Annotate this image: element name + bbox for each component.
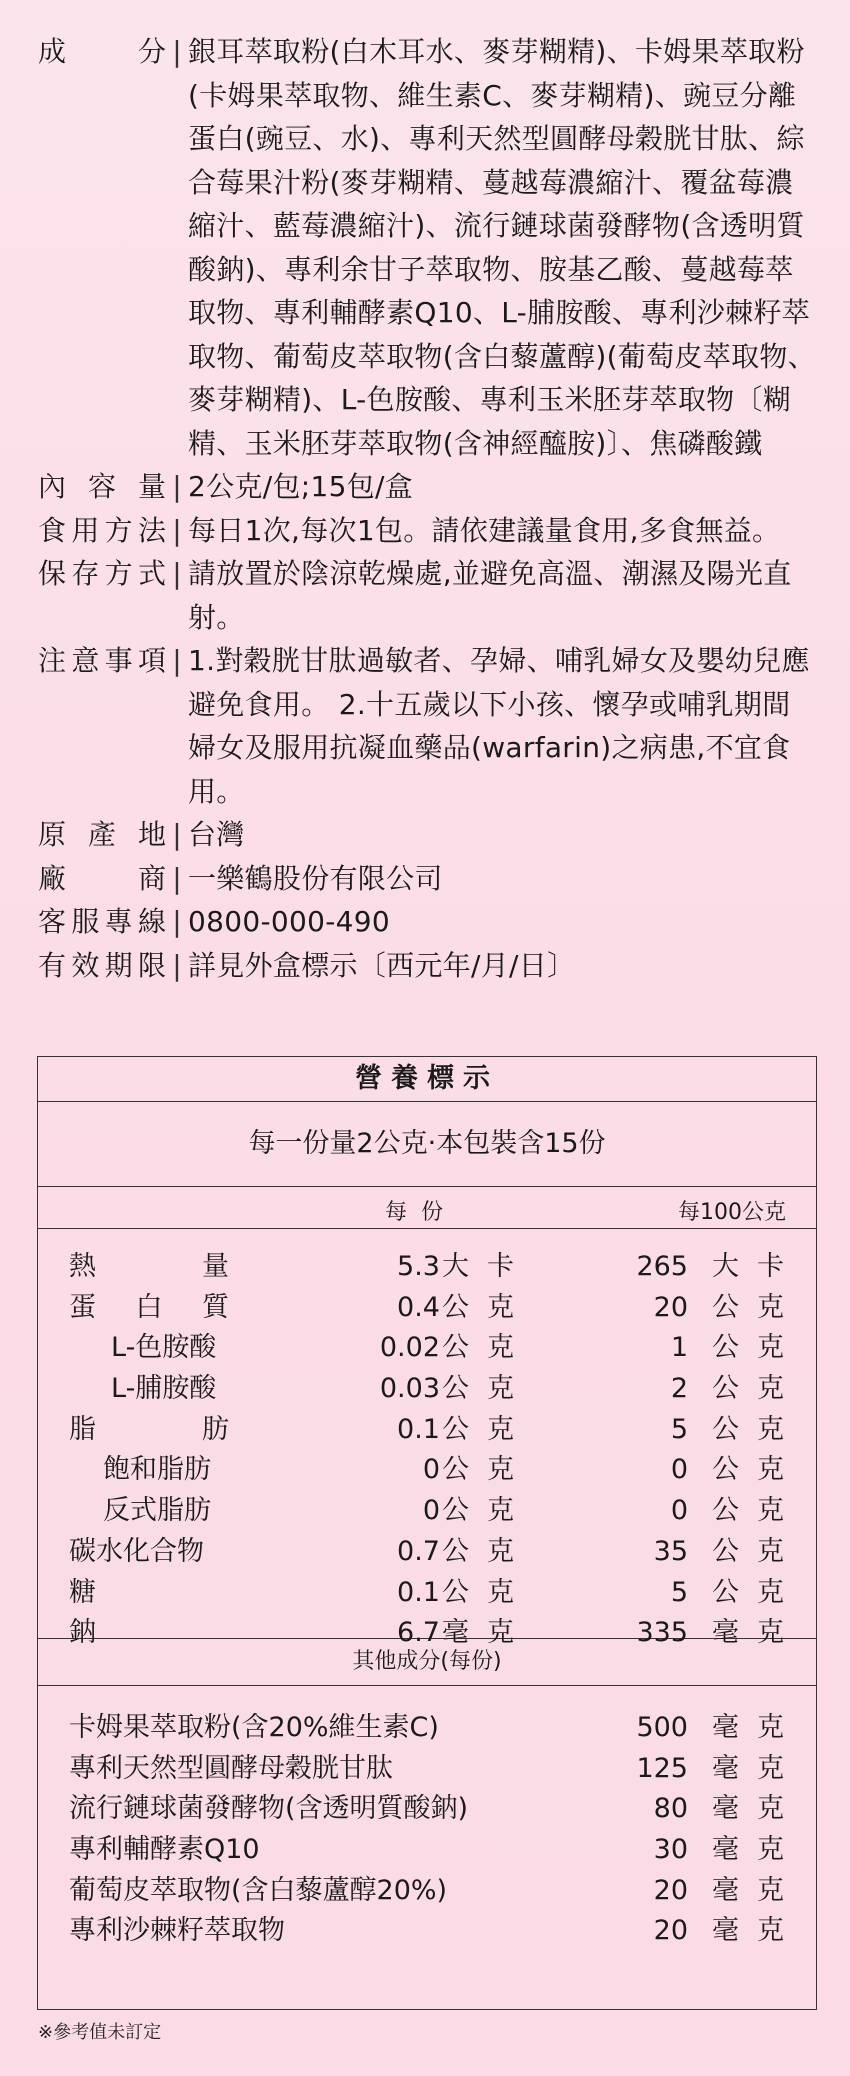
table-row: [38, 1573, 816, 1614]
nutrient-name: 熱量: [69, 1251, 229, 1282]
table-row: [38, 1450, 816, 1491]
per-serving-value: 0: [422, 1454, 440, 1486]
spec-separator: |: [172, 470, 182, 503]
ingredient-name: 流行鏈球菌發酵物(含透明質酸鈉): [69, 1793, 469, 1825]
per-100g-value: 35: [653, 1535, 688, 1567]
spec-manufacturer: [38, 857, 818, 901]
nutrient-rows: [38, 1229, 816, 1649]
spec-value: 詳見外盒標示〔西元年/月/日〕: [188, 948, 576, 982]
spec-value: 一樂鶴股份有限公司: [188, 861, 443, 895]
per-100g-value: 5: [670, 1576, 688, 1608]
spec-ingredients: [38, 30, 818, 465]
per-serving-value: 0.7: [397, 1535, 440, 1567]
other-ingredients-header: 其他成分(每份): [38, 1639, 816, 1686]
spec-label: 客服專線: [38, 905, 166, 938]
nutrient-name: L-色胺酸: [111, 1332, 217, 1364]
per-serving-unit: 公克: [442, 1495, 514, 1527]
table-row: [38, 1911, 816, 1952]
ingredient-unit: 毫克: [712, 1915, 784, 1947]
spec-value: 銀耳萃取粉(白木耳水、麥芽糊精)、卡姆果萃取粉(卡姆果萃取物、維生素C、麥芽糊精)、豌豆分離蛋白(豌豆、水)、專利天然型圓酵母穀胱甘肽、綜合莓果汁粉(麥芽糊精、蔓越莓濃縮汁、覆盆莓濃縮汁、藍莓濃縮汁)、流行鏈球菌發酵物(含透明質酸鈉)、專利余甘子萃取物、胺基乙酸、蔓越莓萃取物、專利輔酵素Q10、L-脯胺酸、專利沙棘籽萃取物、葡萄皮萃取物(含白藜蘆醇)(葡萄皮萃取物、麥芽糊精)、L-色胺酸、專利玉米胚芽萃取物〔糊精、玉米胚芽萃取物(含神經醯胺)〕、焦磷酸鐵: [188, 35, 816, 460]
nutrient-name: 糖: [69, 1576, 96, 1608]
per-serving-value: 0.4: [397, 1291, 440, 1323]
ingredient-name: 葡萄皮萃取物(含白藜蘆醇20%): [69, 1874, 448, 1906]
spec-content: [38, 465, 818, 509]
ingredient-value: 125: [636, 1752, 688, 1784]
table-row: [38, 1789, 816, 1830]
spec-value: 0800-000-490: [188, 905, 390, 938]
ingredient-unit: 毫克: [712, 1874, 784, 1906]
per-serving-value: 5.3: [397, 1251, 440, 1282]
ingredient-value: 80: [653, 1793, 688, 1825]
per-serving-unit: 公克: [442, 1535, 514, 1567]
other-ingredients-rows: [38, 1686, 816, 1952]
spec-expiry: [38, 944, 818, 988]
spec-separator: |: [172, 948, 182, 982]
nutrition-facts-table: [37, 1056, 817, 2010]
per-serving-unit: 公克: [442, 1576, 514, 1608]
serving-info: 每一份量2公克‧本包裝含15份: [38, 1102, 816, 1187]
per-100g-value: 0: [670, 1454, 688, 1486]
ingredient-value: 20: [653, 1915, 688, 1947]
spec-separator: |: [172, 818, 182, 851]
per-100g-value: 335: [636, 1617, 688, 1649]
spec-value: 台灣: [188, 818, 245, 851]
ingredient-value: 500: [636, 1712, 688, 1743]
per-100g-unit: 公克: [712, 1454, 784, 1486]
per-100g-unit: 公克: [712, 1535, 784, 1567]
spec-notes: [38, 639, 818, 813]
spec-value: 請放置於陰涼乾燥處,並避免高溫、潮濕及陽光直射。: [188, 557, 792, 634]
table-row: [38, 1532, 816, 1573]
per-100g-unit: 公克: [712, 1373, 784, 1405]
per-100g-unit: 公克: [712, 1291, 784, 1323]
footnote: ※參考值未訂定: [38, 2022, 162, 2043]
table-row: [38, 1749, 816, 1790]
table-row: [38, 1247, 816, 1288]
table-row: [38, 1288, 816, 1329]
per-serving-unit: 公克: [442, 1454, 514, 1486]
per-100g-value: 2: [670, 1373, 688, 1405]
table-row: [38, 1410, 816, 1451]
per-serving-value: 0.1: [397, 1576, 440, 1608]
column-per-100g: 每100公克: [678, 1200, 786, 1225]
table-row: [38, 1491, 816, 1532]
per-serving-value: 0: [422, 1495, 440, 1527]
per-100g-unit: 公克: [712, 1332, 784, 1364]
spec-separator: |: [172, 905, 182, 938]
per-100g-value: 1: [670, 1332, 688, 1364]
table-row: [38, 1613, 816, 1654]
ingredient-unit: 毫克: [712, 1752, 784, 1784]
ingredient-unit: 毫克: [712, 1712, 784, 1743]
per-100g-unit: 公克: [712, 1576, 784, 1608]
ingredient-value: 20: [653, 1874, 688, 1906]
spec-storage: [38, 552, 818, 639]
per-serving-value: 0.02: [379, 1332, 440, 1364]
nutrient-name: 碳水化合物: [69, 1535, 204, 1567]
per-100g-value: 20: [653, 1291, 688, 1323]
spec-separator: |: [172, 557, 182, 590]
ingredient-name: 專利輔酵素Q10: [69, 1834, 260, 1866]
spec-origin: [38, 813, 818, 857]
per-serving-value: 0.1: [397, 1413, 440, 1445]
spec-usage: [38, 509, 818, 553]
per-100g-unit: 大卡: [712, 1251, 784, 1282]
spec-label: 原產地: [38, 818, 166, 851]
spec-label: 廠 商: [38, 861, 166, 895]
per-serving-unit: 公克: [442, 1373, 514, 1405]
spec-value: 2公克/包;15包/盒: [188, 470, 414, 503]
nutrient-name: 蛋白質: [69, 1291, 229, 1323]
spec-value: 1.對穀胱甘肽過敏者、孕婦、哺乳婦女及嬰幼兒應避免食用。 2.十五歲以下小孩、懷孕或哺乳期間婦女及服用抗凝血藥品(warfarin)之病患,不宜食用。: [188, 644, 810, 808]
spec-separator: |: [172, 644, 182, 677]
per-serving-value: 0.03: [379, 1373, 440, 1405]
per-100g-unit: 公克: [712, 1495, 784, 1527]
table-row: [38, 1708, 816, 1749]
spec-separator: |: [172, 861, 182, 895]
table-row: [38, 1369, 816, 1410]
table-row: [38, 1871, 816, 1912]
per-serving-unit: 公克: [442, 1332, 514, 1364]
nutrition-title: 營養標示: [38, 1057, 816, 1102]
spec-label: 有效期限: [38, 948, 166, 982]
nutrient-name: 飽和脂肪: [103, 1454, 211, 1486]
per-serving-unit: 大卡: [442, 1251, 514, 1282]
spec-hotline: [38, 900, 818, 944]
spec-label: 成 分: [38, 35, 166, 68]
column-headers: [38, 1187, 816, 1229]
ingredient-unit: 毫克: [712, 1834, 784, 1866]
spec-label: 食用方法: [38, 513, 166, 547]
nutrient-name: 脂肪: [69, 1413, 229, 1445]
per-100g-unit: 毫克: [712, 1617, 784, 1649]
ingredient-name: 專利沙棘籽萃取物: [69, 1915, 285, 1947]
column-per-serving: 每份: [385, 1200, 458, 1225]
per-100g-value: 5: [670, 1413, 688, 1445]
spec-separator: |: [172, 35, 182, 68]
product-specs: [38, 30, 818, 987]
per-100g-value: 265: [636, 1251, 688, 1282]
per-serving-unit: 毫克: [442, 1617, 514, 1649]
per-serving-unit: 公克: [442, 1291, 514, 1323]
ingredient-value: 30: [653, 1834, 688, 1866]
spec-label: 注意事項: [38, 644, 166, 677]
per-serving-value: 6.7: [397, 1617, 440, 1649]
spec-separator: |: [172, 513, 182, 547]
table-row: [38, 1830, 816, 1871]
ingredient-unit: 毫克: [712, 1793, 784, 1825]
nutrient-name: L-脯胺酸: [111, 1373, 217, 1405]
ingredient-name: 專利天然型圓酵母穀胱甘肽: [69, 1752, 393, 1784]
nutrient-name: 反式脂肪: [103, 1495, 211, 1527]
nutrient-name: 鈉: [69, 1617, 96, 1649]
ingredient-name: 卡姆果萃取粉(含20%維生素C): [69, 1712, 439, 1743]
per-serving-unit: 公克: [442, 1413, 514, 1445]
spec-label: 保存方式: [38, 557, 166, 590]
table-row: [38, 1328, 816, 1369]
spec-label: 內容量: [38, 470, 166, 503]
spec-value: 每日1次,每次1包。請依建議量食用,多食無益。: [188, 513, 781, 547]
per-100g-unit: 公克: [712, 1413, 784, 1445]
per-100g-value: 0: [670, 1495, 688, 1527]
